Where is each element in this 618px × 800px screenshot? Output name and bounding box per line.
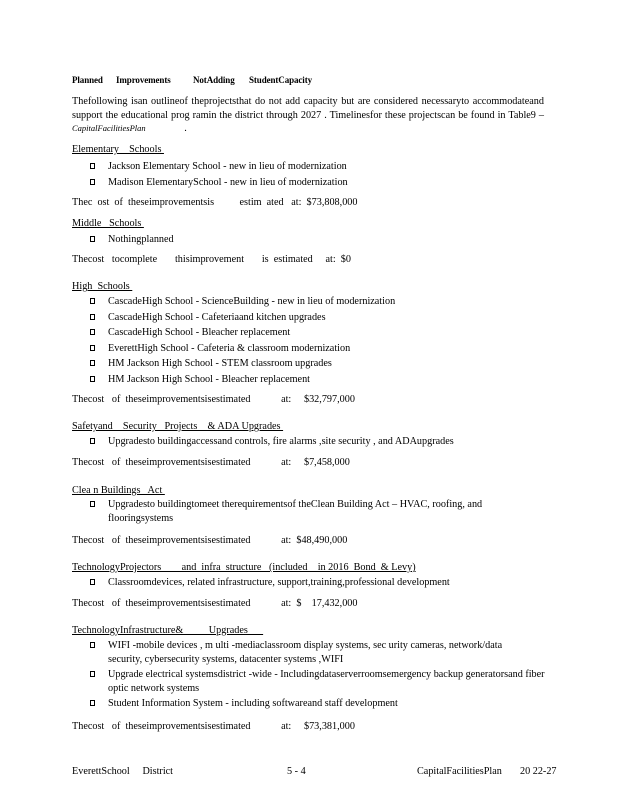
bullet-icon (90, 642, 95, 648)
list-item: Upgradesto buildingaccessand controls, fire alarms ,site security , and ADAupgrades (90, 434, 550, 450)
cost-line-elementary: Thec ost of theseimprovementsis estim ated at: $73,808,000 (72, 197, 358, 208)
cost-line-technology-infrastructure: Thecost of theseimprovementsisestimated at: $73,381,000 (72, 721, 355, 732)
list-item: CascadeHigh School - ScienceBuilding - new in lieu of modernization (90, 294, 550, 310)
heading-word: NotAdding (193, 75, 235, 85)
list-item: EverettHigh School - Cafeteria & classroom modernization (90, 341, 550, 357)
safety-list (90, 434, 550, 450)
clean-buildings-list (90, 497, 550, 526)
list-item: CascadeHigh School - Cafeteriaand kitchen upgrades (90, 310, 550, 326)
section-title-middle: Middle Schools (72, 218, 144, 229)
intro-text: Thefollowing isan outlineof theprojectsthat do not add capacity but are considered necessaryto accommodateand support the educational prog ramin the district through 2027 . Timelinesfor these projectscan be found in Table9 – (72, 96, 544, 121)
cost-line-technology-projectors: Thecost of theseimprovementsisestimated at: $ 17,432,000 (72, 598, 358, 609)
list-item: Jackson Elementary School - new in lieu of modernization (90, 159, 550, 175)
cost-line-safety: Thecost of theseimprovementsisestimated at: $7,458,000 (72, 457, 350, 468)
table-reference: CapitalFacilitiesPlan (72, 123, 146, 133)
heading-word: StudentCapacity (249, 75, 313, 85)
bullet-icon (90, 360, 95, 366)
section-title-technology-infrastructure: TechnologyInfrastructure& Upgrades (72, 625, 264, 636)
list-item: Upgradesto buildingtomeet therequirementsof theClean Building Act – HVAC, roofing, and flooringsystems (90, 497, 548, 526)
list-item: HM Jackson High School - Bleacher replacement (90, 372, 550, 388)
bullet-icon (90, 438, 95, 444)
elementary-list (90, 159, 550, 190)
bullet-icon (90, 700, 95, 706)
list-item: Nothingplanned (90, 232, 550, 248)
intro-end: . (184, 123, 187, 134)
bullet-icon (90, 163, 95, 169)
bullet-icon (90, 579, 95, 585)
footer-page-number: 5 - 4 (287, 766, 306, 777)
footer-years: 20 22-27 (520, 766, 557, 777)
bullet-icon (90, 298, 95, 304)
bullet-icon (90, 345, 95, 351)
bullet-icon (90, 179, 95, 185)
cost-line-middle: Thecost tocomplete thisimprovement is estimated at: $0 (72, 254, 351, 265)
footer-district: EverettSchool District (72, 766, 174, 777)
high-list (90, 294, 550, 387)
list-item: Classroomdevices, related infrastructure, support,training,professional development (90, 575, 550, 591)
cost-line-clean-buildings: Thecost of theseimprovementsisestimated at: $48,490,000 (72, 535, 348, 546)
technology-projectors-list (90, 575, 550, 591)
heading-word: Improvements (116, 75, 171, 85)
bullet-icon (90, 671, 95, 677)
section-title-high: High Schools (72, 281, 133, 292)
section-title-elementary: Elementary Schools (72, 144, 164, 155)
bullet-icon (90, 314, 95, 320)
bullet-icon (90, 236, 95, 242)
list-item: Student Information System - including softwareand staff development (90, 696, 550, 712)
section-title-technology-projectors: TechnologyProjectors and infra structure (included in 2016 Bond & Levy) (72, 562, 416, 573)
section-title-clean-buildings: Clea n Buildings Act (72, 485, 165, 496)
section-title-safety: Safetyand Security Projects & ADA Upgrades (72, 421, 284, 432)
cost-line-high: Thecost of theseimprovementsisestimated at: $32,797,000 (72, 394, 355, 405)
bullet-icon (90, 376, 95, 382)
heading-word: Planned (72, 75, 103, 85)
footer-plan-title: CapitalFacilitiesPlan (417, 766, 502, 777)
list-item: Upgrade electrical systemsdistrict -wide - Includingdataserverroomsemergency backup generatorsand fiber optic network systems (90, 667, 558, 696)
list-item: CascadeHigh School - Bleacher replacement (90, 325, 550, 341)
bullet-icon (90, 329, 95, 335)
intro-paragraph (72, 95, 544, 136)
list-item: HM Jackson High School - STEM classroom upgrades (90, 356, 550, 372)
middle-list (90, 232, 550, 248)
technology-infrastructure-list (90, 638, 550, 712)
list-item: WIFI -mobile devices , m ulti -mediaclassroom display systems, sec urity cameras, network/data security, cybersecurity systems, datacenter systems ,WIFI (90, 638, 538, 667)
bullet-icon (90, 501, 95, 507)
section-heading (72, 75, 312, 85)
list-item: Madison ElementarySchool - new in lieu of modernization (90, 175, 550, 191)
